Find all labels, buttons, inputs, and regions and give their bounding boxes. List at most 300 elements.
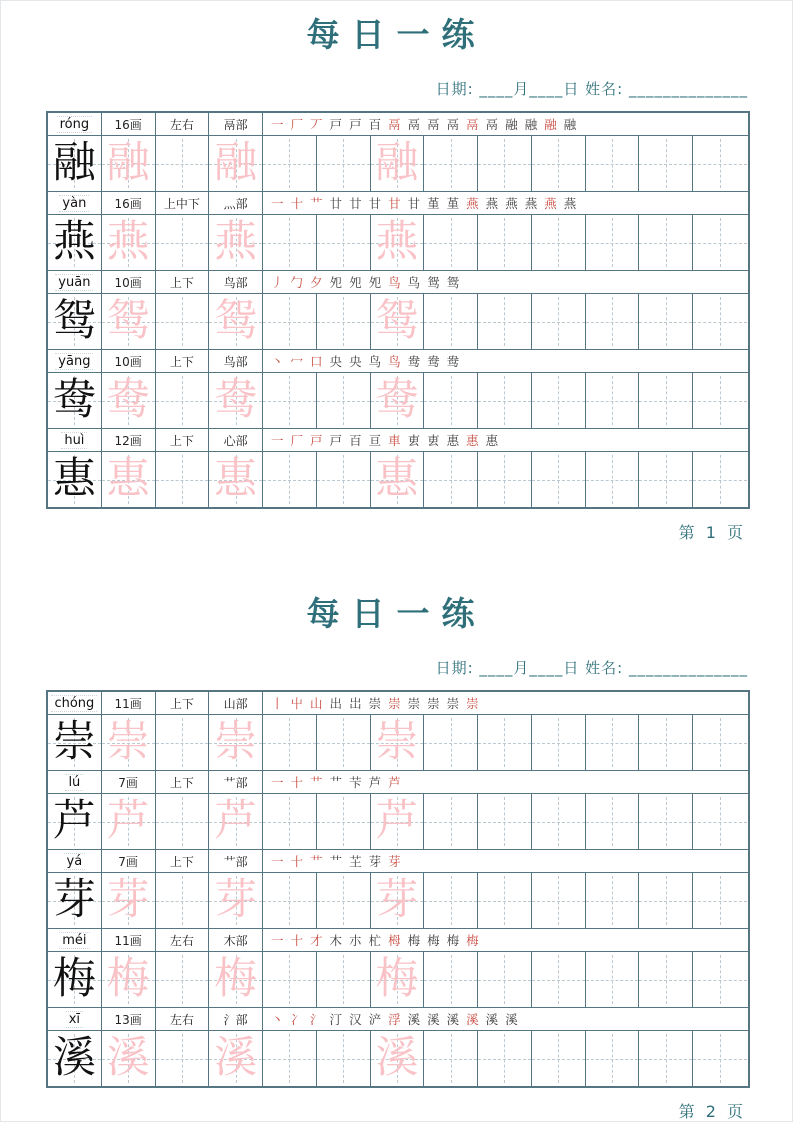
stroke-step: 丶 — [271, 354, 284, 369]
practice-cell-empty — [693, 794, 747, 849]
practice-row — [48, 1031, 748, 1086]
stroke-step: 鸳 — [446, 275, 460, 290]
stroke-step: 惠 — [485, 433, 499, 448]
practice-cell-empty — [156, 294, 210, 349]
character-glyph: 融 — [106, 138, 150, 188]
stroke-step: 梅 — [427, 933, 440, 948]
stroke-step: 燕 — [563, 196, 577, 211]
character-glyph: 鸳 — [375, 296, 419, 346]
stroke-step: 鸳 — [427, 275, 440, 290]
stroke-order-strip — [263, 771, 748, 793]
stroke-step: 十 — [290, 933, 304, 948]
practice-cell-empty — [424, 136, 478, 191]
practice-cell-empty — [156, 952, 210, 1007]
practice-cell-empty — [317, 715, 371, 770]
character-glyph: 溪 — [375, 1033, 419, 1083]
character-glyph: 鸳 — [52, 296, 96, 346]
character-glyph: 鸯 — [375, 375, 419, 425]
practice-cell-empty — [478, 715, 532, 770]
stroke-step: 車 — [388, 433, 401, 448]
practice-cell-empty — [263, 373, 317, 428]
stroke-step: 燕 — [485, 196, 499, 211]
stroke-step: 亘 — [368, 433, 382, 448]
stroke-step: 十 — [290, 854, 304, 869]
radical-label: 山部 — [209, 692, 263, 714]
practice-cell-empty — [424, 452, 478, 507]
stroke-step: 崇 — [427, 696, 440, 711]
practice-cell-trace — [371, 136, 425, 191]
practice-cell-trace — [102, 294, 156, 349]
practice-cell-empty — [478, 952, 532, 1007]
character-info-row — [48, 271, 748, 294]
radical-label: 艹部 — [209, 850, 263, 872]
practice-cell-empty — [693, 952, 747, 1007]
stroke-step: 艹 — [310, 196, 323, 211]
stroke-step: 夗 — [329, 275, 343, 290]
radical-label: 艹部 — [209, 771, 263, 793]
practice-cell-trace — [209, 952, 263, 1007]
structure-label: 上下 — [156, 692, 210, 714]
stroke-step: 岀 — [349, 696, 362, 711]
radical-label: 木部 — [209, 929, 263, 951]
practice-cell-empty — [263, 715, 317, 770]
pinyin-cell — [48, 1008, 102, 1030]
character-glyph: 燕 — [106, 217, 150, 267]
practice-cell-trace — [102, 215, 156, 270]
stroke-order-strip — [263, 350, 748, 372]
pinyin-label: róng — [57, 116, 93, 133]
stroke-step: 冖 — [290, 354, 304, 369]
pinyin-label: yàn — [59, 195, 89, 212]
practice-cell-empty — [156, 215, 210, 270]
stroke-step: 勹 — [290, 275, 304, 290]
character-glyph: 芦 — [106, 796, 150, 846]
stroke-step: 梅 — [446, 933, 460, 948]
stroke-step: 融 — [544, 117, 557, 132]
practice-grid — [46, 690, 750, 1088]
stroke-step: 鬲 — [446, 117, 460, 132]
stroke-step: 叀 — [427, 433, 440, 448]
stroke-step: 叀 — [407, 433, 421, 448]
character-glyph: 惠 — [375, 454, 419, 504]
character-glyph: 梅 — [106, 954, 150, 1004]
character-glyph: 溪 — [52, 1033, 96, 1083]
character-glyph: 惠 — [52, 454, 96, 504]
stroke-step: 惠 — [466, 433, 479, 448]
character-glyph: 鸳 — [106, 296, 150, 346]
practice-cell-trace — [371, 294, 425, 349]
stroke-step: 丿 — [271, 275, 284, 290]
pinyin-label: chóng — [51, 695, 97, 712]
character-glyph: 崇 — [214, 717, 258, 767]
stroke-step: 出 — [329, 696, 343, 711]
stroke-step: 鸟 — [388, 354, 401, 369]
practice-cell-empty — [639, 873, 693, 928]
practice-cell-empty — [532, 373, 586, 428]
stroke-step: 一 — [271, 433, 284, 448]
character-block — [48, 692, 748, 771]
practice-cell-empty — [693, 294, 747, 349]
practice-cell-trace — [371, 952, 425, 1007]
stroke-step: 崇 — [368, 696, 382, 711]
stroke-step: 央 — [329, 354, 343, 369]
character-glyph: 芽 — [52, 875, 96, 925]
stroke-step: 戸 — [310, 433, 323, 448]
practice-cell-empty — [263, 1031, 317, 1086]
practice-cell-empty — [317, 373, 371, 428]
practice-cell-empty — [317, 294, 371, 349]
radical-label: 鬲部 — [209, 113, 263, 135]
practice-row — [48, 294, 748, 350]
practice-cell-empty — [532, 952, 586, 1007]
character-block — [48, 929, 748, 1008]
practice-cell-empty — [317, 873, 371, 928]
character-glyph: 芽 — [106, 875, 150, 925]
practice-cell-empty — [478, 873, 532, 928]
practice-cell-example — [48, 373, 102, 428]
stroke-step: 鬲 — [427, 117, 440, 132]
stroke-step: 溪 — [466, 1012, 479, 1027]
stroke-step: 夗 — [349, 275, 362, 290]
stroke-step: 廿 — [329, 196, 343, 211]
radical-label: 心部 — [209, 429, 263, 451]
practice-cell-empty — [317, 215, 371, 270]
practice-cell-trace — [102, 452, 156, 507]
structure-label: 上下 — [156, 429, 210, 451]
stroke-step: 央 — [349, 354, 362, 369]
character-glyph: 燕 — [375, 217, 419, 267]
stroke-step: 朩 — [349, 933, 362, 948]
character-glyph: 燕 — [52, 217, 96, 267]
stroke-step: 堇 — [427, 196, 440, 211]
stroke-step: 浐 — [368, 1012, 382, 1027]
stroke-order-strip — [263, 429, 748, 451]
page-title: 每日一练 — [306, 594, 487, 633]
stroke-order-strip — [263, 692, 748, 714]
practice-cell-empty — [586, 373, 640, 428]
stroke-step: 鸯 — [446, 354, 460, 369]
practice-cell-empty — [693, 1031, 747, 1086]
practice-cell-empty — [532, 452, 586, 507]
stroke-step: 惠 — [446, 433, 460, 448]
stroke-step: 鬲 — [407, 117, 421, 132]
stroke-step: 芽 — [388, 854, 401, 869]
stroke-step: 鬲 — [388, 117, 401, 132]
practice-cell-empty — [586, 294, 640, 349]
practice-cell-trace — [102, 1031, 156, 1086]
practice-cell-empty — [424, 373, 478, 428]
page-number: 第 1 页 — [678, 523, 746, 542]
stroke-count-label: 16画 — [102, 113, 156, 135]
practice-cell-empty — [532, 294, 586, 349]
practice-cell-empty — [263, 952, 317, 1007]
pinyin-cell — [48, 429, 102, 451]
stroke-step: 溪 — [505, 1012, 518, 1027]
stroke-step: 甘 — [388, 196, 401, 211]
character-glyph: 惠 — [214, 454, 258, 504]
character-glyph: 鸯 — [214, 375, 258, 425]
stroke-step: 燕 — [505, 196, 518, 211]
stroke-step: 口 — [310, 354, 323, 369]
stroke-step: 丶 — [271, 1012, 284, 1027]
stroke-order-strip — [263, 850, 748, 872]
stroke-step: 溪 — [446, 1012, 460, 1027]
practice-cell-trace — [209, 215, 263, 270]
stroke-step: 艹 — [329, 775, 343, 790]
stroke-order-strip — [263, 1008, 748, 1030]
stroke-count-label: 11画 — [102, 692, 156, 714]
stroke-step: 艹 — [310, 775, 323, 790]
character-info-row — [48, 929, 748, 952]
character-block — [48, 350, 748, 429]
practice-cell-trace — [209, 452, 263, 507]
practice-cell-trace — [209, 715, 263, 770]
practice-cell-empty — [478, 373, 532, 428]
stroke-step: 冫 — [290, 1012, 304, 1027]
stroke-step: 崇 — [388, 696, 401, 711]
stroke-step: 鸟 — [407, 275, 421, 290]
practice-cell-example — [48, 452, 102, 507]
character-glyph: 融 — [375, 138, 419, 188]
pinyin-cell — [48, 192, 102, 214]
practice-cell-empty — [693, 373, 747, 428]
stroke-step: 艹 — [310, 854, 323, 869]
stroke-step: 堇 — [446, 196, 460, 211]
character-glyph: 芽 — [214, 875, 258, 925]
character-glyph: 崇 — [375, 717, 419, 767]
practice-cell-empty — [317, 1031, 371, 1086]
practice-cell-empty — [586, 215, 640, 270]
stroke-step: 芦 — [368, 775, 382, 790]
practice-cell-empty — [586, 873, 640, 928]
practice-cell-empty — [639, 294, 693, 349]
practice-cell-empty — [693, 136, 747, 191]
practice-cell-empty — [263, 452, 317, 507]
stroke-step: 一 — [271, 196, 284, 211]
character-info-row — [48, 192, 748, 215]
stroke-order-strip — [263, 113, 748, 135]
practice-cell-empty — [478, 215, 532, 270]
radical-label: 鸟部 — [209, 271, 263, 293]
practice-cell-example — [48, 136, 102, 191]
character-info-row — [48, 113, 748, 136]
character-glyph: 鸳 — [214, 296, 258, 346]
stroke-step: 夕 — [310, 275, 323, 290]
character-glyph: 融 — [52, 138, 96, 188]
practice-cell-empty — [586, 794, 640, 849]
stroke-step: 百 — [349, 433, 362, 448]
character-glyph: 梅 — [214, 954, 258, 1004]
practice-row — [48, 136, 748, 192]
structure-label: 上下 — [156, 271, 210, 293]
practice-cell-empty — [639, 952, 693, 1007]
practice-cell-empty — [156, 136, 210, 191]
practice-cell-example — [48, 952, 102, 1007]
practice-cell-empty — [532, 794, 586, 849]
stroke-step: 戸 — [329, 117, 343, 132]
stroke-step: 崇 — [466, 696, 479, 711]
practice-cell-empty — [156, 715, 210, 770]
practice-cell-trace — [102, 952, 156, 1007]
practice-cell-empty — [586, 715, 640, 770]
practice-cell-trace — [209, 873, 263, 928]
practice-cell-trace — [371, 1031, 425, 1086]
practice-cell-empty — [478, 452, 532, 507]
character-block — [48, 771, 748, 850]
stroke-step: 燕 — [524, 196, 538, 211]
structure-label: 上下 — [156, 850, 210, 872]
practice-cell-trace — [102, 136, 156, 191]
stroke-step: 夗 — [368, 275, 382, 290]
practice-cell-empty — [693, 715, 747, 770]
stroke-step: 厂 — [290, 117, 304, 132]
practice-cell-empty — [478, 294, 532, 349]
character-glyph: 崇 — [106, 717, 150, 767]
practice-cell-trace — [371, 715, 425, 770]
stroke-step: 屮 — [290, 696, 304, 711]
date-name-line: 日期: ____月____日 姓名: ______________ — [435, 659, 748, 677]
practice-cell-trace — [102, 794, 156, 849]
stroke-step: 杧 — [368, 933, 382, 948]
stroke-order-strip — [263, 271, 748, 293]
practice-cell-trace — [209, 373, 263, 428]
practice-cell-empty — [532, 873, 586, 928]
stroke-step: 融 — [524, 117, 538, 132]
practice-cell-empty — [586, 452, 640, 507]
page-number: 第 2 页 — [678, 1102, 746, 1121]
practice-cell-empty — [478, 794, 532, 849]
character-glyph: 梅 — [52, 954, 96, 1004]
practice-cell-empty — [156, 373, 210, 428]
practice-cell-trace — [371, 215, 425, 270]
practice-cell-example — [48, 873, 102, 928]
stroke-step: 十 — [290, 196, 304, 211]
practice-cell-empty — [693, 452, 747, 507]
practice-cell-trace — [209, 136, 263, 191]
practice-cell-empty — [639, 715, 693, 770]
practice-cell-empty — [317, 136, 371, 191]
character-glyph: 梅 — [375, 954, 419, 1004]
page-title: 每日一练 — [306, 15, 487, 54]
practice-cell-empty — [424, 215, 478, 270]
structure-label: 上中下 — [156, 192, 210, 214]
stroke-step: 戸 — [329, 433, 343, 448]
practice-cell-example — [48, 215, 102, 270]
radical-label: 灬部 — [209, 192, 263, 214]
stroke-step: 燕 — [466, 196, 479, 211]
character-glyph: 芦 — [375, 796, 419, 846]
practice-cell-trace — [209, 794, 263, 849]
practice-row — [48, 873, 748, 929]
practice-cell-empty — [156, 794, 210, 849]
stroke-count-label: 12画 — [102, 429, 156, 451]
practice-cell-empty — [586, 952, 640, 1007]
stroke-step: 鸯 — [407, 354, 421, 369]
stroke-step: 甘 — [407, 196, 421, 211]
pinyin-cell — [48, 350, 102, 372]
practice-cell-empty — [586, 136, 640, 191]
stroke-step: 芽 — [368, 854, 382, 869]
practice-cell-empty — [263, 294, 317, 349]
worksheet-page-2 — [1, 580, 792, 1123]
stroke-step: 浮 — [388, 1012, 401, 1027]
character-glyph: 芽 — [375, 875, 419, 925]
pinyin-cell — [48, 692, 102, 714]
practice-grid — [46, 111, 750, 509]
stroke-step: 崇 — [407, 696, 421, 711]
stroke-step: 一 — [271, 117, 284, 132]
stroke-count-label: 16画 — [102, 192, 156, 214]
practice-cell-empty — [156, 1031, 210, 1086]
practice-cell-empty — [156, 452, 210, 507]
stroke-step: 十 — [290, 775, 304, 790]
radical-label: 鸟部 — [209, 350, 263, 372]
stroke-step: 木 — [329, 933, 343, 948]
worksheet-page-1 — [1, 1, 792, 544]
stroke-step: 鸟 — [368, 354, 382, 369]
practice-cell-empty — [263, 215, 317, 270]
stroke-step: 甘 — [368, 196, 382, 211]
stroke-step: 丨 — [271, 696, 284, 711]
character-block — [48, 850, 748, 929]
stroke-step: 氵 — [310, 1012, 323, 1027]
structure-label: 左右 — [156, 1008, 210, 1030]
character-glyph: 融 — [214, 138, 258, 188]
stroke-step: 汉 — [349, 1012, 362, 1027]
practice-cell-empty — [424, 952, 478, 1007]
practice-cell-empty — [532, 1031, 586, 1086]
practice-cell-empty — [586, 1031, 640, 1086]
practice-cell-empty — [478, 136, 532, 191]
stroke-step: 廿 — [349, 196, 362, 211]
stroke-step: 鬲 — [466, 117, 479, 132]
practice-cell-empty — [639, 136, 693, 191]
practice-cell-trace — [371, 373, 425, 428]
practice-row — [48, 373, 748, 429]
practice-cell-trace — [209, 1031, 263, 1086]
practice-cell-trace — [371, 794, 425, 849]
practice-row — [48, 452, 748, 507]
practice-cell-empty — [639, 452, 693, 507]
character-glyph: 鸯 — [106, 375, 150, 425]
practice-cell-trace — [102, 373, 156, 428]
stroke-step: 溪 — [427, 1012, 440, 1027]
practice-cell-empty — [263, 136, 317, 191]
practice-cell-empty — [317, 794, 371, 849]
practice-row — [48, 715, 748, 771]
stroke-step: 戸 — [349, 117, 362, 132]
character-info-row — [48, 850, 748, 873]
character-block — [48, 271, 748, 350]
stroke-step: 芐 — [349, 775, 362, 790]
stroke-step: 丆 — [310, 117, 323, 132]
pinyin-cell — [48, 929, 102, 951]
practice-row — [48, 952, 748, 1008]
practice-cell-example — [48, 1031, 102, 1086]
pinyin-cell — [48, 271, 102, 293]
character-glyph: 崇 — [52, 717, 96, 767]
pinyin-label: yāng — [55, 353, 93, 370]
stroke-order-strip — [263, 192, 748, 214]
character-glyph: 溪 — [214, 1033, 258, 1083]
pinyin-label: yuān — [55, 274, 93, 291]
stroke-step: 一 — [271, 854, 284, 869]
practice-cell-example — [48, 294, 102, 349]
character-info-row — [48, 692, 748, 715]
pinyin-label: lú — [65, 774, 83, 791]
stroke-count-label: 7画 — [102, 771, 156, 793]
practice-cell-empty — [532, 715, 586, 770]
